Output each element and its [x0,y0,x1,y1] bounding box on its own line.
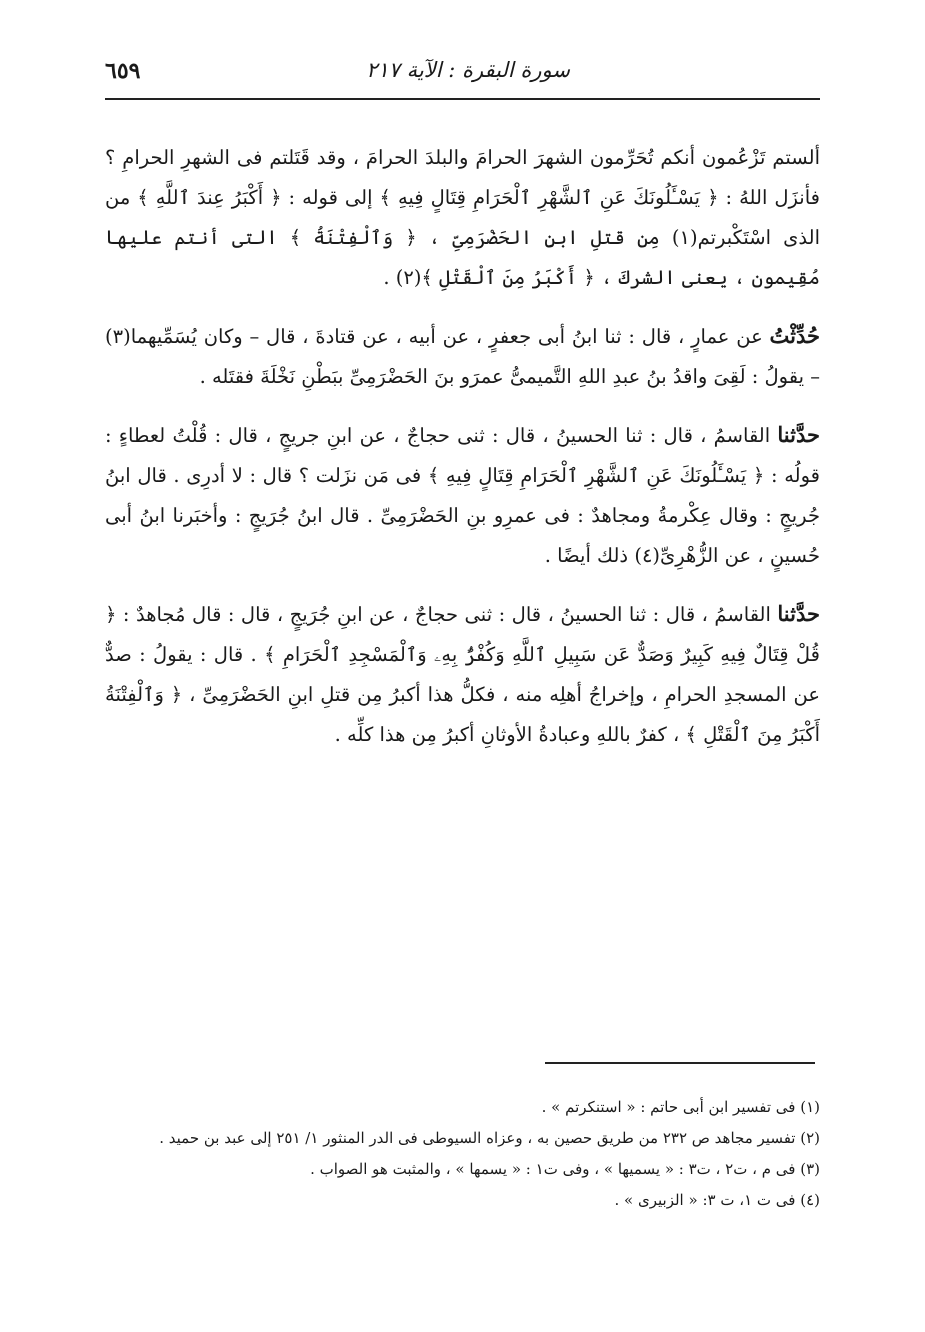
paragraph-4-lead: حدَّثنا [777,601,820,626]
footnote-1: (١) فى تفسير ابن أبى حاتم : « استنكرتم » . [541,1098,820,1116]
running-head: سورة البقرة : الآية ٢١٧ [366,58,570,82]
main-text [105,138,820,773]
paragraph-1-text: ألستم تَزْعُمون أنكم تُحَرِّمون الشهرَ الحرامَ والبلدَ الحرامَ ، وقد قَتَلتم فى الشهرِ الحرامِ ؟ فأنزَل اللهُ : ﴿ يَسْـَٔلُونَكَ عَنِ ٱلشَّهْرِ ٱلْحَرَامِ قِتَالٍ فِيهِ ﴾ إلى قوله : ﴿ أَكْبَرُ عِندَ ٱللَّهِ ﴾ من الذى اسْتَكْبرتم(١) مِن قتلِ ابنِ الحَضْرَمِىِّ ، ﴿ وَٱلْفِتْنَةُ ﴾ التى أنتم عليها مُقِيمون ، يعنى الشركَ ، ﴿ أَكْبَرُ مِنَ ٱلْقَتْلِ ﴾(٢) . [105,146,820,289]
paragraph-4-text: القاسمُ ، قال : ثنا الحسينُ ، قال : ثنى حجاجٌ ، عن ابنِ جُرَيجٍ ، قال : قال مُجاهدٌ : ﴿ قُلْ قِتَالٌ فِيهِ كَبِيرٌ وَصَدٌّ عَن سَبِيلِ ٱللَّهِ وَكُفْرٌۢ بِهِۦ وَٱلْمَسْجِدِ ٱلْحَرَامِ ﴾ . قال : يقولُ : صدٌّ عن المسجدِ الحرامِ ، وإخراجُ أهلِه منه ، فكلُّ هذا أكبرُ مِن قتلِ ابنِ الحَضْرَمِىِّ ، ﴿ وَٱلْفِتْنَةُ أَكْبَرُ مِنَ ٱلْقَتْلِ ﴾ ، كفرٌ باللهِ وعبادةُ الأوثانِ أكبرُ مِن هذا كلِّه . [105,603,820,746]
footnote-4: (٤) فى ت ١، ت ٣: « الزبيرى » . [614,1191,820,1209]
page-number: ٦٥٩ [105,58,141,84]
paragraph-2 [105,316,820,397]
footnote-2: (٢) تفسير مجاهد ص ٢٣٢ من طريق حصين به ، وعزاه السيوطى فى الدر المنثور ١/ ٢٥١ إلى عبد بن حميد . [159,1129,820,1147]
paragraph-2-text: عن عمارٍ ، قال : ثنا ابنُ أبى جعفرٍ ، عن أبيه ، عن قتادةَ ، قال – وكان يُسَمِّيهما(٣) – يقولُ : لَقِىَ واقدُ بنُ عبدِ اللهِ التَّميمىُّ عمرَو بنَ الحَضْرَمِىِّ ببَطْنِ نَخْلَةَ فقتَله . [105,325,820,388]
paragraph-3-lead: حدَّثنا [777,422,820,447]
footnote-divider [545,1062,815,1064]
footnotes [105,1092,820,1216]
paragraph-2-lead: حُدِّثْتُ [769,323,820,348]
paragraph-3-text: القاسمُ ، قال : ثنا الحسينُ ، قال : ثنى حجاجٌ ، عن ابنِ جريجٍ ، قال : قُلْتُ لعطاءٍ : قولُه : ﴿ يَسْـَٔلُونَكَ عَنِ ٱلشَّهْرِ ٱلْحَرَامِ قِتَالٍ فِيهِ ﴾ فى مَن نزَلت ؟ قال : لا أدرِى . قال ابنُ جُريجٍ : وقال عِكْرمةُ ومجاهدٌ : فى عمرِو بنِ الحَضْرَمِىِّ . قال ابنُ جُرَيجٍ : وأخبَرنا ابنُ أبى حُسينٍ ، عن الزُّهْرِىِّ(٤) ذلك أيضًا . [105,424,820,567]
paragraph-1 [105,138,820,298]
paragraph-3 [105,415,820,576]
paragraph-4 [105,594,820,755]
footnote-3: (٣) فى م ، ت٢ ، ت٣ : « يسميها » ، وفى ت١ : « يسمها » ، والمثبت هو الصواب . [310,1160,820,1178]
page-header [105,52,820,100]
